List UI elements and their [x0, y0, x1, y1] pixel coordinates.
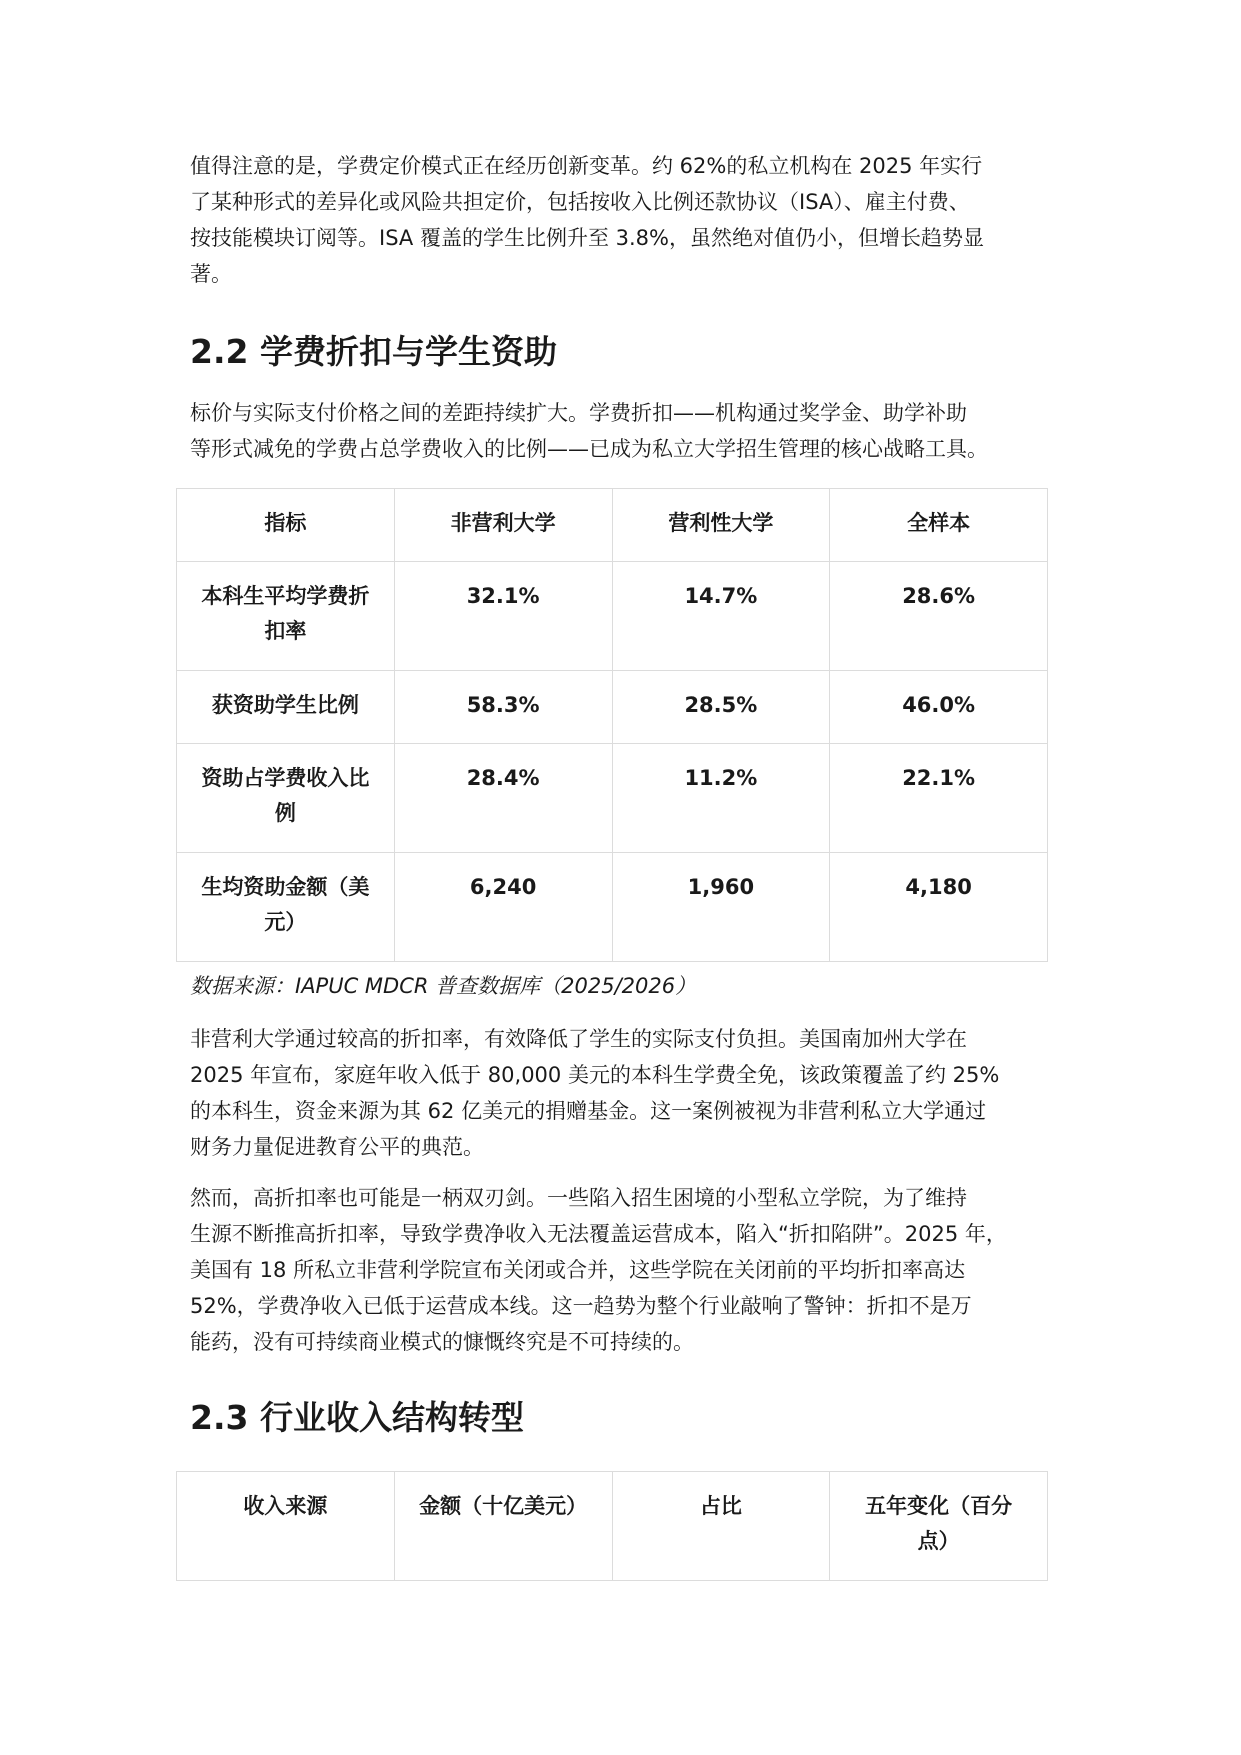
table-cell: 58.3%	[394, 671, 612, 744]
text-line: 非营利大学通过较高的折扣率，有效降低了学生的实际支付负担。美国南加州大学在	[190, 1027, 967, 1051]
table-row	[177, 853, 1048, 962]
intro-paragraph	[190, 148, 1070, 292]
text-line: 财务力量促进教育公平的典范。	[190, 1135, 484, 1159]
row-label: 获资助学生比例	[177, 671, 395, 744]
table-header-cell: 指标	[177, 489, 395, 562]
table-header-cell: 收入来源	[177, 1472, 395, 1581]
table-cell: 28.6%	[830, 562, 1048, 671]
table-cell: 46.0%	[830, 671, 1048, 744]
row-label: 资助占学费收入比 例	[177, 744, 395, 853]
text-line: 等形式减免的学费占总学费收入的比例——已成为私立大学招生管理的核心战略工具。	[190, 437, 988, 461]
table-row	[177, 671, 1048, 744]
section-2-2-lead	[190, 395, 1070, 467]
revenue-structure-table	[176, 1471, 1048, 1581]
row-label: 本科生平均学费折 扣率	[177, 562, 395, 671]
table-cell: 22.1%	[830, 744, 1048, 853]
text-line: 然而，高折扣率也可能是一柄双刃剑。一些陷入招生困境的小型私立学院，为了维持	[190, 1186, 967, 1210]
text-line: 值得注意的是，学费定价模式正在经历创新变革。约 62%的私立机构在 2025 年实行	[190, 154, 983, 178]
table-row	[177, 562, 1048, 671]
table-cell: 28.5%	[612, 671, 830, 744]
table-cell: 28.4%	[394, 744, 612, 853]
table-row	[177, 744, 1048, 853]
text-line: 著。	[190, 262, 232, 286]
table-header-cell: 非营利大学	[394, 489, 612, 562]
text-line: 的本科生，资金来源为其 62 亿美元的捐赠基金。这一案例被视为非营利私立大学通过	[190, 1099, 987, 1123]
table-cell: 11.2%	[612, 744, 830, 853]
text-line: 标价与实际支付价格之间的差距持续扩大。学费折扣——机构通过奖学金、助学补助	[190, 401, 967, 425]
text-line: 生源不断推高折扣率，导致学费净收入无法覆盖运营成本，陷入“折扣陷阱”。2025 年，	[190, 1222, 1007, 1246]
section-2-2-paragraph-1	[190, 1021, 1070, 1165]
text-line: 美国有 18 所私立非营利学院宣布关闭或合并，这些学院在关闭前的平均折扣率高达	[190, 1258, 966, 1282]
table-header-row	[177, 489, 1048, 562]
text-line: 2025 年宣布，家庭年收入低于 80,000 美元的本科生学费全免，该政策覆盖了约 25%	[190, 1063, 1000, 1087]
table-cell: 1,960	[612, 853, 830, 962]
table-cell: 4,180	[830, 853, 1048, 962]
text-line: 了某种形式的差异化或风险共担定价，包括按收入比例还款协议（ISA）、雇主付费、	[190, 190, 970, 214]
section-2-2-paragraph-2	[190, 1180, 1070, 1360]
table-header-cell: 占比	[612, 1472, 830, 1581]
table-header-cell: 营利性大学	[612, 489, 830, 562]
table-header-cell: 五年变化（百分 点）	[830, 1472, 1048, 1581]
table-cell: 6,240	[394, 853, 612, 962]
section-heading-2-3: 2.3 行业收入结构转型	[190, 1398, 524, 1437]
table-header-row	[177, 1472, 1048, 1581]
text-line: 52%，学费净收入已低于运营成本线。这一趋势为整个行业敲响了警钟：折扣不是万	[190, 1294, 972, 1318]
row-label: 生均资助金额（美 元）	[177, 853, 395, 962]
table-cell: 14.7%	[612, 562, 830, 671]
table-source-caption: 数据来源：IAPUC MDCR 普查数据库（2025/2026）	[190, 974, 697, 998]
discount-table	[176, 488, 1048, 962]
section-heading-2-2: 2.2 学费折扣与学生资助	[190, 332, 557, 371]
table-cell: 32.1%	[394, 562, 612, 671]
text-line: 按技能模块订阅等。ISA 覆盖的学生比例升至 3.8%，虽然绝对值仍小，但增长趋势显	[190, 226, 984, 250]
text-line: 能药，没有可持续商业模式的慷慨终究是不可持续的。	[190, 1330, 694, 1354]
table-header-cell: 全样本	[830, 489, 1048, 562]
table-header-cell: 金额（十亿美元）	[394, 1472, 612, 1581]
